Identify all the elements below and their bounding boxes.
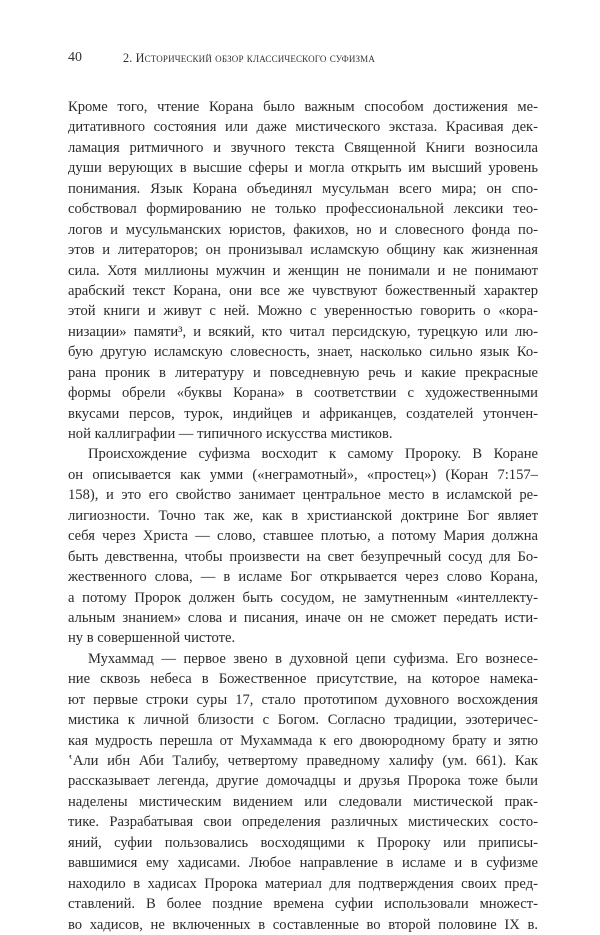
- text-line: этой книги и живут с ней. Можно с уверенностью говорить о «кора-: [68, 303, 538, 320]
- text-line: формы обрели «буквы Корана» в соответствии с художественными: [68, 385, 538, 402]
- text-line: жественного слова, — в исламе Бог открывается через слово Корана,: [68, 569, 538, 586]
- text-line: ной каллиграфии — типичного искусства мистиков.: [68, 426, 393, 442]
- text-line: ставлений. В более поздние времена суфии использовали множест-: [68, 896, 538, 913]
- text-line: яний, суфии пользовались восходящими к Пророку или приписы-: [68, 834, 538, 851]
- text-line: во хадисов, не включенных в составленные во второй половине IX в.: [68, 916, 538, 933]
- text-line: альным знанием» слова и писания, иначе он не сможет передать исти-: [68, 609, 538, 626]
- text-line: 158), и это его свойство занимает центральное место в исламской ре-: [68, 487, 538, 504]
- text-line: находило в хадисах Пророка материал для подтверждения своих пред-: [68, 875, 538, 892]
- text-line: мистика к личной близости с Богом. Согласно традиции, эзотеричес-: [68, 712, 538, 729]
- text-line: он описывается как умми («неграмотный», «простец») (Коран 7:157–: [68, 466, 538, 483]
- text-line: ние сквозь небеса в Божественное присутствие, на которое намека-: [68, 671, 538, 688]
- running-head: 2. Исторический обзор классического суфизма: [123, 51, 375, 65]
- text-line: души верующих в высшие сферы и могла открыть им высший уровень: [68, 160, 538, 177]
- text-line: ну в совершенной чистоте.: [68, 630, 236, 647]
- text-line: логов и мусульманских юристов, факихов, но и словесного фонда по-: [68, 221, 538, 238]
- text-line: себя через Христа — слово, ставшее плотью, а потому Мария должна: [68, 528, 538, 545]
- text-line: низации» памяти³, и всякий, кто читал персидскую, турецкую или лю-: [68, 323, 538, 340]
- text-line: ют первые строки суры 17, стало прототипом духовного восхождения: [68, 691, 538, 708]
- text-line: рассказывает легенда, другие домочадцы и друзья Пророка тоже были: [68, 773, 538, 790]
- text-line: вкусами персов, турок, индийцев и африканцев, создателей утончен-: [68, 405, 538, 422]
- page-header: [68, 50, 538, 70]
- text-line: лигиозности. Точно так же, как в христианской доктрине Бог являет: [68, 507, 538, 524]
- text-line: кая мудрость перешла от Мухаммада к его двоюродному брату и зятю: [68, 732, 538, 749]
- text-line: Происхождение суфизма восходит к самому Пророку. В Коране: [88, 446, 538, 463]
- text-line: этов и литераторов; он пронизывал исламскую общину как жизненная: [68, 242, 538, 259]
- text-line: а потому Пророк должен быть сосудом, не замутненным «интеллекту-: [68, 589, 538, 606]
- body-text: [68, 97, 538, 935]
- text-line: арабский текст Корана, они все же чувствуют божественный характер: [68, 282, 538, 299]
- text-line: ламация ритмичного и звучного текста Священной Книги возносила: [68, 139, 538, 156]
- page-number: 40: [68, 50, 82, 65]
- text-line: Кроме того, чтение Корана было важным способом достижения ме-: [68, 99, 538, 115]
- text-line: тике. Разрабатывая свои определения различных мистических состо-: [68, 814, 538, 831]
- text-line: сила. Хотя миллионы мужчин и женщин не понимали и не понимают: [68, 262, 538, 279]
- text-line: бую другую исламскую словесность, знает, насколько сильно язык Ко-: [68, 344, 538, 361]
- text-line: дитативного состояния или даже мистического экстаза. Красивая дек-: [68, 119, 538, 136]
- text-line: быть девственна, чтобы произвести на свет безупречный сосуд для Бо-: [68, 548, 538, 565]
- text-line: понимания. Язык Корана объединял мусульман всего мира; он спо-: [68, 180, 538, 197]
- text-line: наделены мистическим видением или следовали мистической прак-: [68, 793, 538, 810]
- text-line: рана проник в литературу и повседневную речь и какие прекрасные: [68, 364, 538, 381]
- text-line: вавшимися ему хадисами. Любое направление в исламе и в суфизме: [68, 855, 538, 872]
- text-line: Мухаммад — первое звено в духовной цепи суфизма. Его вознесе-: [88, 650, 538, 667]
- text-line: собствовал формированию не только профессиональной лексики тео-: [68, 201, 538, 218]
- text-line: ʽАли ибн Аби Талибу, четвертому праведному халифу (ум. 661). Как: [68, 753, 538, 769]
